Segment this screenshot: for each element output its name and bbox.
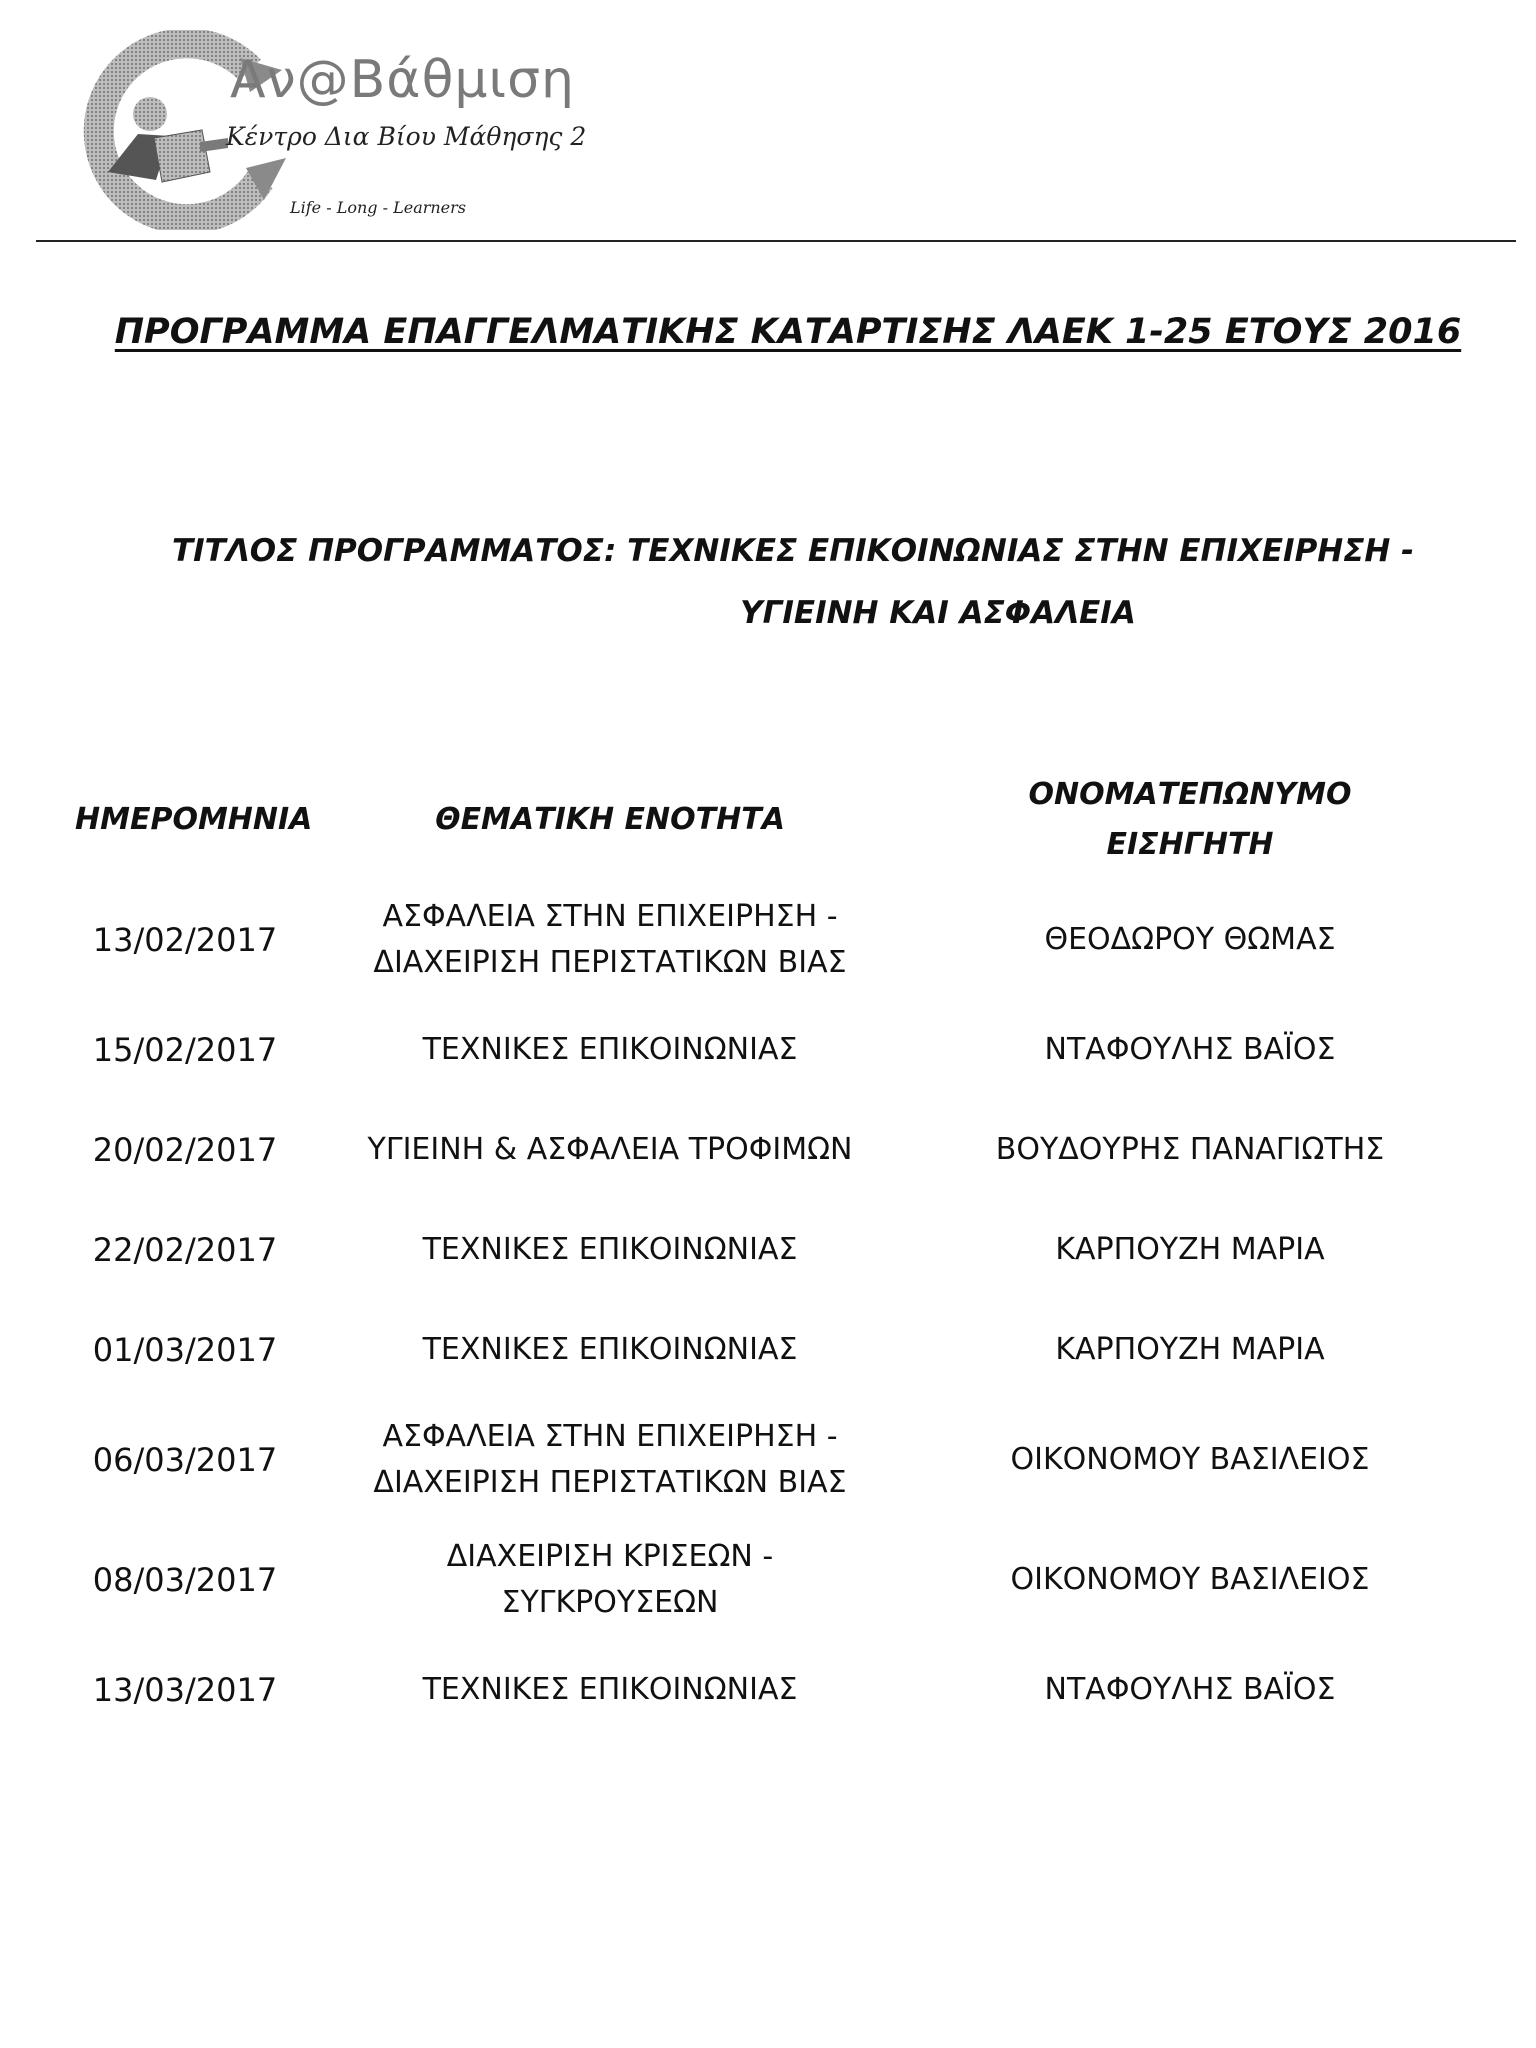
header-date: ΗΜΕΡΟΜΗΝΙΑ [75, 802, 313, 837]
row-instructor: ΝΤΑΦΟΥΛΗΣ ΒΑΪΟΣ [1044, 1032, 1336, 1067]
row-topic-line2: ΣΥΓΚΡΟΥΣΕΩΝ [501, 1585, 719, 1620]
row-instructor: ΒΟΥΔΟΥΡΗΣ ΠΑΝΑΓΙΩΤΗΣ [995, 1132, 1385, 1167]
row-topic-line1: ΑΣΦΑΛΕΙΑ ΣΤΗΝ ΕΠΙΧΕΙΡΗΣΗ - [382, 899, 838, 934]
table-row [55, 1400, 1475, 1520]
row-instructor: ΚΑΡΠΟΥΖΗ ΜΑΡΙΑ [1055, 1232, 1325, 1267]
row-instructor: ΟΙΚΟΝΟΜΟΥ ΒΑΣΙΛΕΙΟΣ [1010, 1442, 1370, 1477]
row-date: 15/02/2017 [92, 1031, 278, 1069]
table-header [55, 760, 1475, 880]
row-topic [345, 1414, 875, 1506]
schedule-table [55, 760, 1475, 1740]
table-row [55, 1100, 1475, 1200]
row-topic [345, 894, 875, 986]
header-instructor [875, 770, 1475, 870]
row-topic: ΤΕΧΝΙΚΕΣ ΕΠΙΚΟΙΝΩΝΙΑΣ [422, 1332, 798, 1367]
row-topic: ΤΕΧΝΙΚΕΣ ΕΠΙΚΟΙΝΩΝΙΑΣ [422, 1672, 798, 1707]
row-topic-line1: ΔΙΑΧΕΙΡΙΣΗ ΚΡΙΣΕΩΝ - [446, 1539, 774, 1574]
header-instructor-line2: ΕΙΣΗΓΗΤΗ [1106, 827, 1274, 862]
row-date: 13/03/2017 [92, 1671, 278, 1709]
row-instructor: ΘΕΟΔΩΡΟΥ ΘΩΜΑΣ [1044, 922, 1336, 957]
row-date: 01/03/2017 [92, 1331, 278, 1369]
row-topic: ΥΓΙΕΙΝΗ & ΑΣΦΑΛΕΙΑ ΤΡΟΦΙΜΩΝ [367, 1132, 853, 1167]
row-topic [345, 1534, 875, 1626]
table-row [55, 1640, 1475, 1740]
row-topic-line1: ΑΣΦΑΛΕΙΑ ΣΤΗΝ ΕΠΙΧΕΙΡΗΣΗ - [382, 1419, 838, 1454]
logo-subtitle: Κέντρο Δια Βίου Μάθησης 2 [226, 122, 587, 151]
program-title-line1: ΤΙΤΛΟΣ ΠΡΟΓΡΑΜΜΑΤΟΣ: ΤΕΧΝΙΚΕΣ ΕΠΙΚΟΙΝΩΝΙΑΣ ΣΤΗΝ ΕΠΙΧΕΙΡΗΣΗ - [171, 533, 1415, 569]
row-topic-line2: ΔΙΑΧΕΙΡΙΣΗ ΠΕΡΙΣΤΑΤΙΚΩΝ ΒΙΑΣ [373, 945, 847, 980]
logo-title: Αν@Βάθμιση [230, 50, 575, 110]
row-topic-line2: ΔΙΑΧΕΙΡΙΣΗ ΠΕΡΙΣΤΑΤΙΚΩΝ ΒΙΑΣ [373, 1465, 847, 1500]
header-topic: ΘΕΜΑΤΙΚΗ ΕΝΟΤΗΤΑ [435, 802, 785, 837]
document-title: ΠΡΟΓΡΑΜΜΑ ΕΠΑΓΓΕΛΜΑΤΙΚΗΣ ΚΑΤΑΡΤΙΣΗΣ ΛΑΕΚ 1-25 ΕΤΟΥΣ 2016 [114, 312, 1462, 352]
row-date: 06/03/2017 [92, 1441, 278, 1479]
row-date: 22/02/2017 [92, 1231, 278, 1269]
program-title-line2: ΥΓΙΕΙΝΗ ΚΑΙ ΑΣΦΑΛΕΙΑ [740, 595, 1136, 631]
row-topic: ΤΕΧΝΙΚΕΣ ΕΠΙΚΟΙΝΩΝΙΑΣ [422, 1032, 798, 1067]
row-date: 13/02/2017 [92, 921, 278, 959]
header-instructor-line1: ΟΝΟΜΑΤΕΠΩΝΥΜΟ [1028, 777, 1352, 812]
row-instructor: ΝΤΑΦΟΥΛΗΣ ΒΑΪΟΣ [1044, 1672, 1336, 1707]
logo-tagline: Life - Long - Learners [290, 198, 467, 217]
table-row [55, 1200, 1475, 1300]
organization-logo [50, 30, 587, 230]
row-date: 20/02/2017 [92, 1131, 278, 1169]
table-row [55, 1300, 1475, 1400]
row-topic: ΤΕΧΝΙΚΕΣ ΕΠΙΚΟΙΝΩΝΙΑΣ [422, 1232, 798, 1267]
table-row [55, 1520, 1475, 1640]
row-instructor: ΟΙΚΟΝΟΜΟΥ ΒΑΣΙΛΕΙΟΣ [1010, 1562, 1370, 1597]
table-row [55, 1000, 1475, 1100]
row-date: 08/03/2017 [92, 1561, 278, 1599]
row-instructor: ΚΑΡΠΟΥΖΗ ΜΑΡΙΑ [1055, 1332, 1325, 1367]
program-title [0, 520, 1536, 644]
table-row [55, 880, 1475, 1000]
header-divider [36, 240, 1516, 242]
